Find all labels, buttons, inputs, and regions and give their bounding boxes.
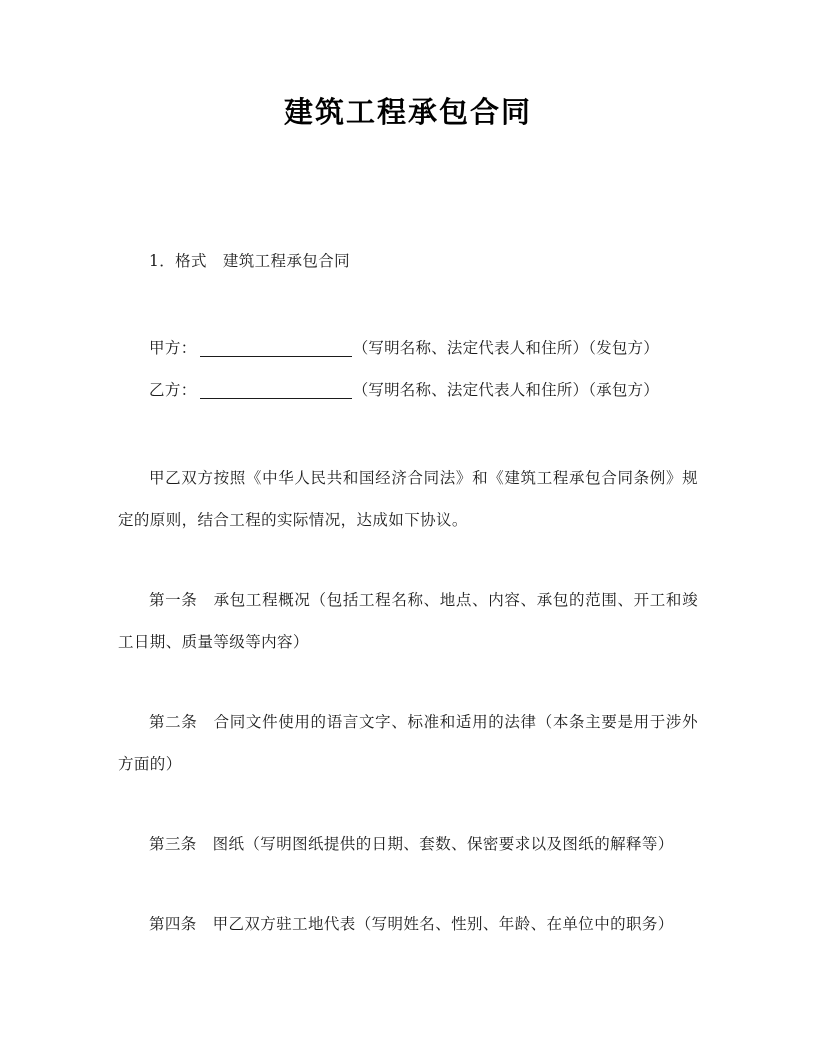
document-title: 建筑工程承包合同 <box>283 95 532 129</box>
preamble-paragraph: 甲乙双方按照《中华人民共和国经济合同法》和《建筑工程承包合同条例》规定的原则，结合工程的实际情况，达成如下协议。 <box>118 469 698 529</box>
format-line: 1．格式 建筑工程承包合同 <box>149 252 351 270</box>
party-b-name-blank[interactable] <box>200 382 352 399</box>
clause-2 <box>118 663 698 785</box>
clause-4 <box>118 865 698 945</box>
clause-4-text: 甲乙双方驻工地代表（写明姓名、性别、年龄、在单位中的职务） <box>212 915 674 933</box>
clause-3-text: 图纸（写明图纸提供的日期、套数、保密要求以及图纸的解释等） <box>212 835 674 853</box>
clause-3 <box>118 785 698 865</box>
party-b-line <box>118 369 698 411</box>
document-body <box>118 0 698 945</box>
party-a-note: （写明名称、法定代表人和住所）（发包方） <box>352 339 659 357</box>
clause-2-text: 合同文件使用的语言文字、标准和适用的法律（本条主要是用于涉外方面的） <box>118 713 698 773</box>
clause-2-number: 第二条 <box>149 713 198 731</box>
party-a-line <box>118 282 698 369</box>
clause-1-number: 第一条 <box>149 591 198 609</box>
party-a-name-blank[interactable] <box>200 340 352 357</box>
party-a-label: 甲方： <box>149 339 197 357</box>
clause-1 <box>118 541 698 663</box>
clause-3-number: 第三条 <box>149 835 197 853</box>
party-b-label: 乙方： <box>149 381 197 399</box>
clause-1-text: 承包工程概况（包括工程名称、地点、内容、承包的范围、开工和竣工日期、质量等级等内容） <box>118 591 698 651</box>
party-b-note: （写明名称、法定代表人和住所）（承包方） <box>352 381 659 399</box>
clause-4-number: 第四条 <box>149 915 197 933</box>
